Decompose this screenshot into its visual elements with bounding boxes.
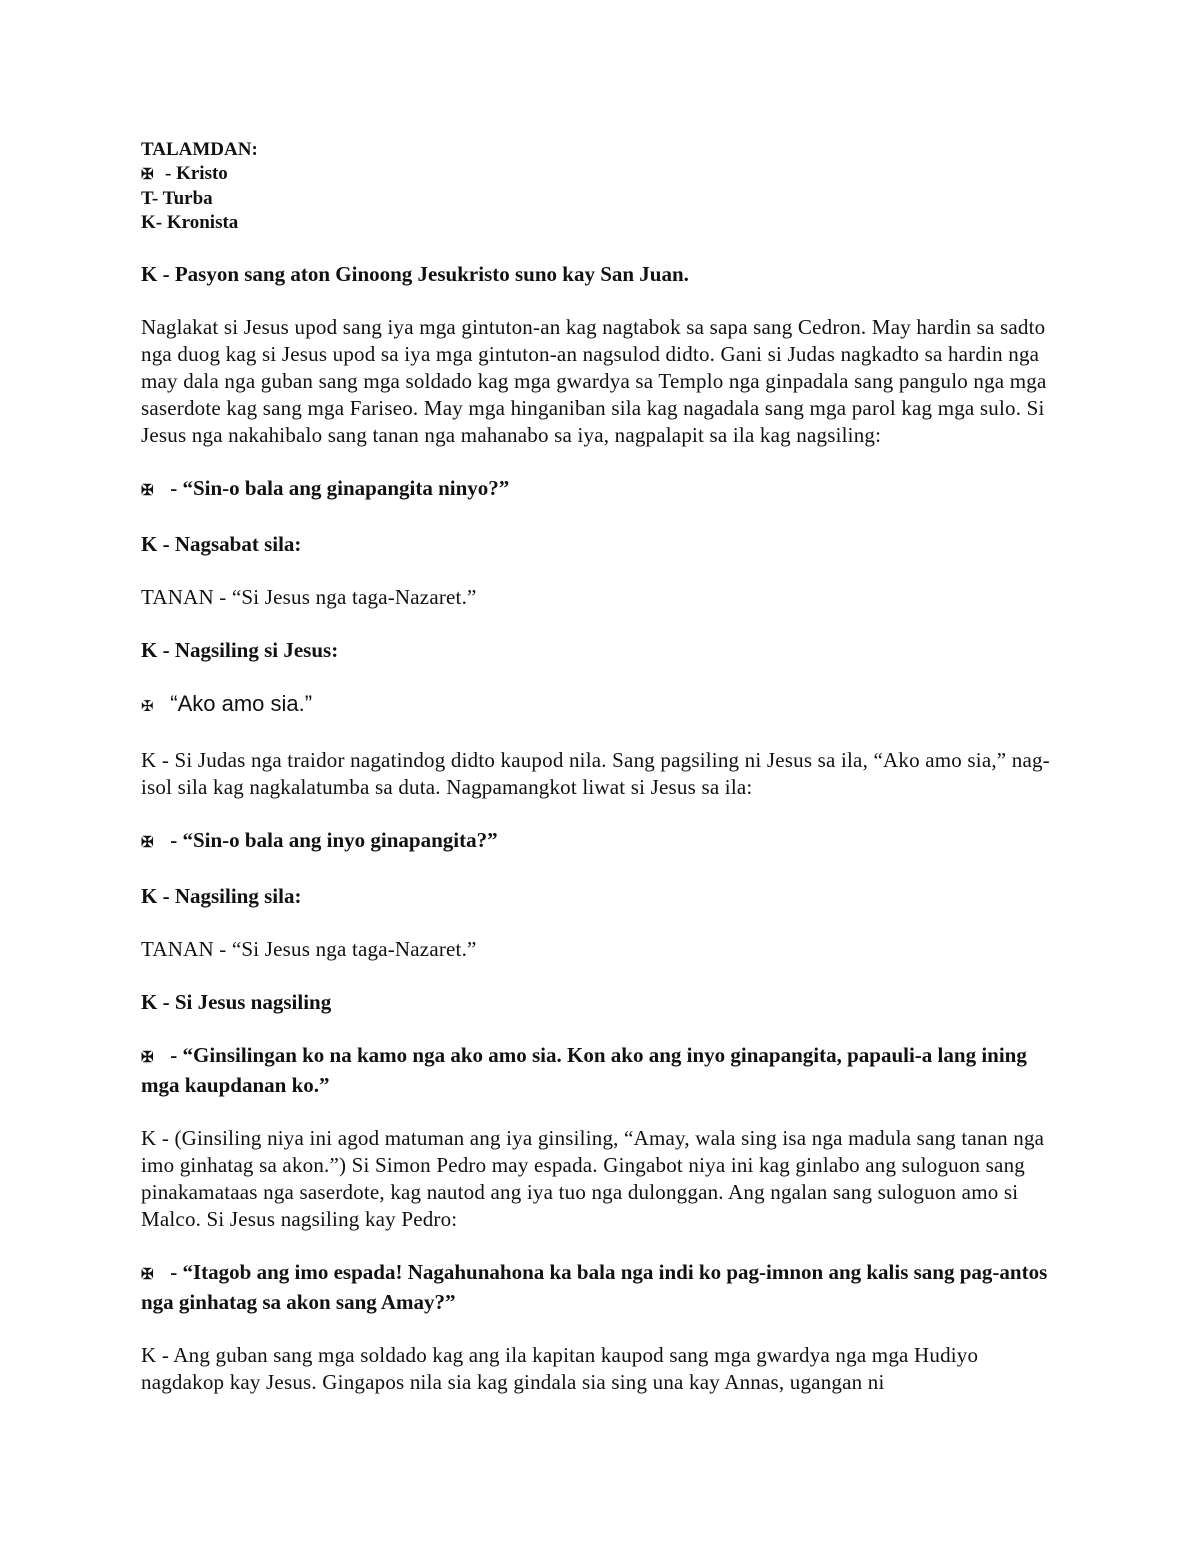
document-body bbox=[141, 138, 1061, 1396]
narration-paragraph: Naglakat si Jesus upod sang iya mga gintuton-an kag nagtabok sa sapa sang Cedron. May hardin sa sadto nga duog kag si Jesus upod sa iya mga gintuton-an nagsulod didto. Gani si Judas nagkadto sa hardin nga may dala nga guban sang mga soldado kag mga gwardya sa Templo nga ginpadala sang pangulo nga mga saserdote kag sang mga Fariseo. May mga hinganiban sila kag nagadala sang mga parol kag mga sulo. Si Jesus nga nakahibalo sang tanan nga mahanabo sa iya, nagpalapit sa ila kag nagsiling: bbox=[141, 315, 1047, 447]
legend-item-kronista: K- Kronista bbox=[141, 212, 239, 233]
legend bbox=[141, 138, 1061, 235]
legend-item-turba: T- Turba bbox=[141, 188, 213, 209]
cross-icon: ✠ bbox=[141, 483, 154, 499]
christ-line-text: - “Sin-o bala ang inyo ginapangita?” bbox=[170, 828, 498, 852]
crowd-line: TANAN - “Si Jesus nga taga-Nazaret.” bbox=[141, 937, 477, 961]
cross-icon: ✠ bbox=[141, 1267, 154, 1283]
christ-line-text: - “Itagob ang imo espada! Nagahunahona ka bala nga indi ko pag-imnon ang kalis sang pag-antos nga ginhatag sa akon sang Amay?” bbox=[141, 1260, 1048, 1314]
christ-line-text: - “Sin-o bala ang ginapangita ninyo?” bbox=[170, 476, 510, 500]
cross-icon: ✠ bbox=[141, 1050, 154, 1066]
christ-line-text: “Ako amo sia.” bbox=[170, 691, 313, 716]
crowd-line: TANAN - “Si Jesus nga taga-Nazaret.” bbox=[141, 585, 477, 609]
christ-line bbox=[141, 475, 1061, 505]
narration-paragraph: K - Si Judas nga traidor nagatindog didto kaupod nila. Sang pagsiling ni Jesus sa ila, “Ako amo sia,” nag-isol sila kag nagkalatumba sa duta. Nagpamangkot liwat si Jesus sa ila: bbox=[141, 748, 1050, 799]
cross-icon: ✠ bbox=[141, 699, 154, 715]
narrator-line: K - Si Jesus nagsiling bbox=[141, 990, 332, 1014]
narrator-line: K - Nagsiling si Jesus: bbox=[141, 638, 339, 662]
narration-paragraph: K - Ang guban sang mga soldado kag ang ila kapitan kaupod sang mga gwardya nga mga Hudiyo nagdakop kay Jesus. Gingapos nila sia kag gindala sia sing una kay Annas, ugangan ni bbox=[141, 1343, 979, 1394]
narrator-line: K - Nagsabat sila: bbox=[141, 532, 302, 556]
narrator-line: K - Nagsiling sila: bbox=[141, 884, 302, 908]
legend-item-label: - Kristo bbox=[165, 163, 228, 184]
christ-line bbox=[141, 1259, 1061, 1316]
legend-title: TALAMDAN: bbox=[141, 139, 258, 160]
passion-heading: K - Pasyon sang aton Ginoong Jesukristo suno kay San Juan. bbox=[141, 262, 689, 286]
christ-line bbox=[141, 1042, 1061, 1099]
legend-item-kristo bbox=[141, 162, 1061, 187]
christ-line-text: - “Ginsilingan ko na kamo nga ako amo sia. Kon ako ang inyo ginapangita, papauli-a lang ining mga kaupdanan ko.” bbox=[141, 1043, 1027, 1097]
cross-icon: ✠ bbox=[141, 835, 154, 851]
cross-icon: ✠ bbox=[141, 167, 154, 183]
christ-line bbox=[141, 690, 1061, 721]
christ-line bbox=[141, 827, 1061, 857]
narration-paragraph: K - (Ginsiling niya ini agod matuman ang iya ginsiling, “Amay, wala sing isa nga madula sang tanan nga imo ginhatag sa akon.”) Si Simon Pedro may espada. Gingabot niya ini kag ginlabo ang suloguon sang pinakamataas nga saserdote, kag nautod ang iya tuo nga dulonggan. Ang ngalan sang suloguon amo si Malco. Si Jesus nagsiling kay Pedro: bbox=[141, 1126, 1045, 1231]
